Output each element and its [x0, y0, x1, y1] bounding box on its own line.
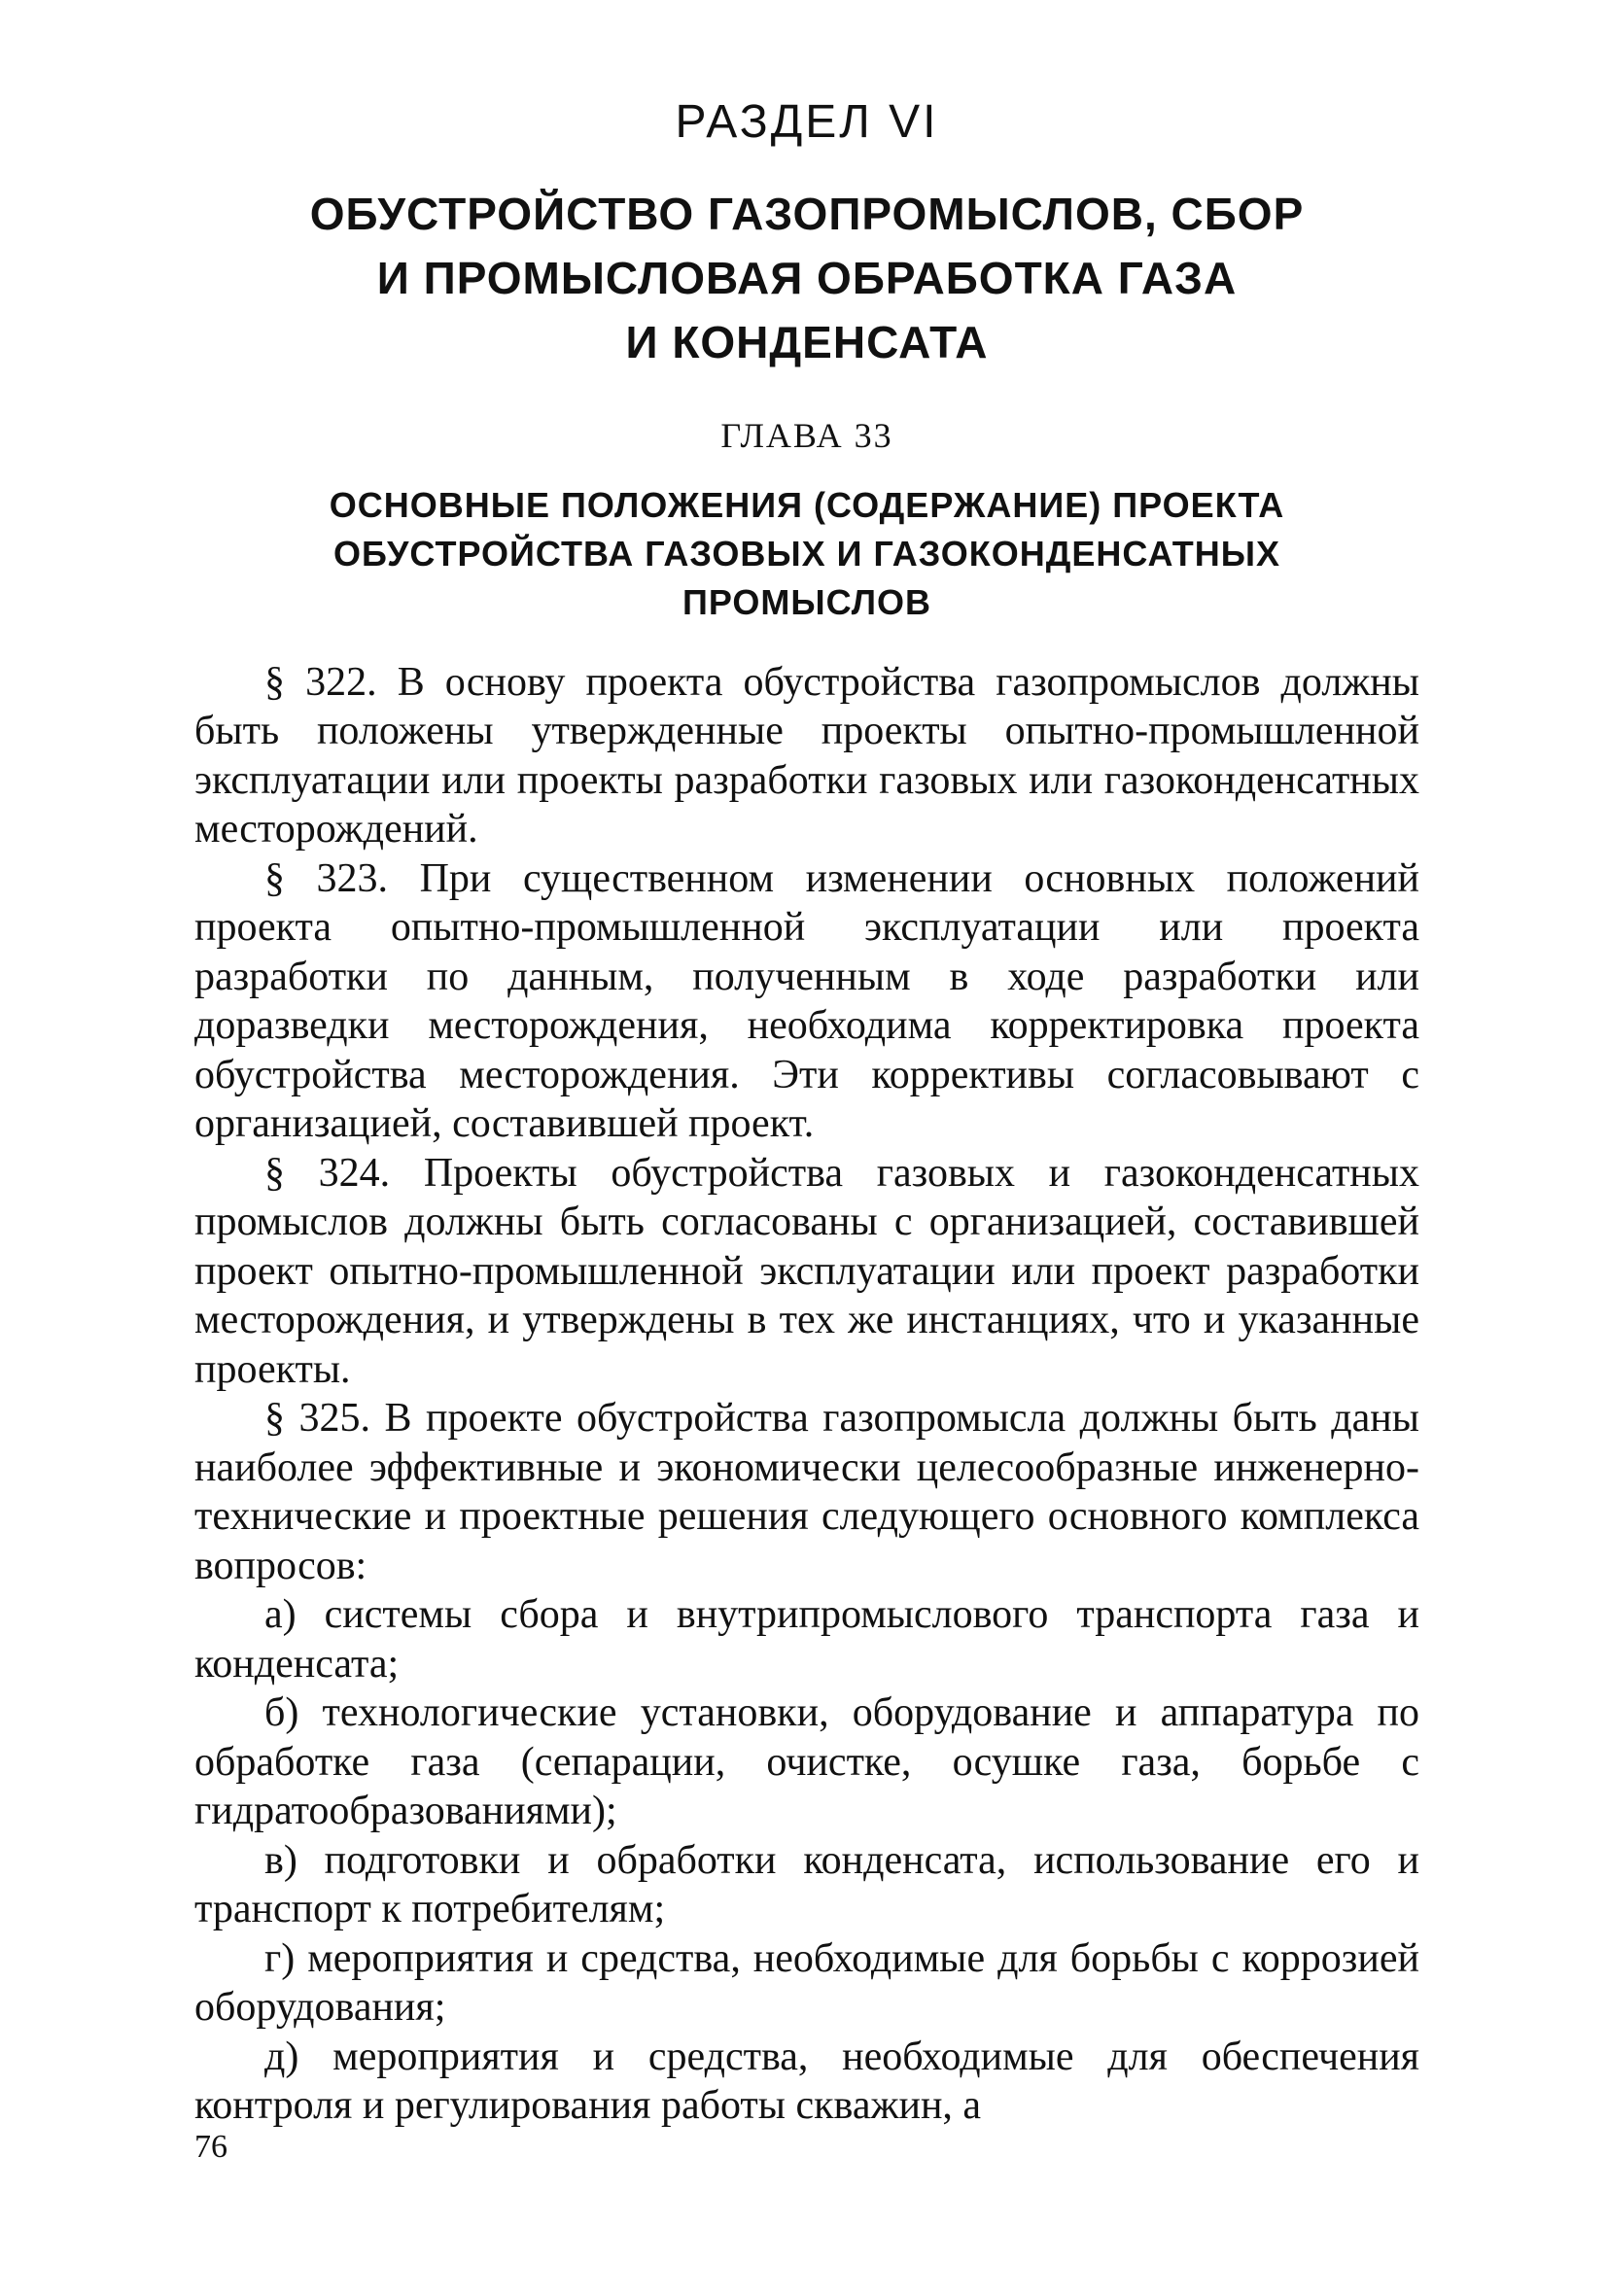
list-item-a: а) системы сбора и внутрипромыслового транспорта газа и конденсата;: [194, 1592, 1419, 1687]
section-title: [194, 182, 1419, 374]
page-number: 76: [194, 2129, 227, 2165]
paragraph-324: § 324. Проекты обустройства газовых и газоконденсатных промыслов должны быть согласованы с организацией, составившей проект опытно-промышленной эксплуатации или проект разработки месторождения, и утверждены в тех же инстанциях, что и указанные проекты.: [194, 1150, 1419, 1392]
document-page: [194, 97, 1419, 2131]
chapter-title-line: ПРОМЫСЛОВ: [682, 581, 931, 622]
paragraph-323: § 323. При существенном изменении основных положений проекта опытно-промышленной эксплуатации или проекта разработки по данным, полученным в ходе разработки или доразведки месторождения, необходима корректировка проекта обустройства месторождения. Эти коррективы согласовывают с организацией, составившей проект.: [194, 855, 1419, 1147]
list-item-v: в) подготовки и обработки конденсата, использование его и транспорт к потребителям;: [194, 1837, 1419, 1932]
list-item-b: б) технологические установки, оборудование и аппаратура по обработке газа (сепарации, очистке, осушке газа, борьбе с гидратообразованиями);: [194, 1690, 1419, 1834]
section-title-line: ОБУСТРОЙСТВО ГАЗОПРОМЫСЛОВ, СБОР: [309, 188, 1305, 239]
section-title-line: И ПРОМЫСЛОВАЯ ОБРАБОТКА ГАЗА: [376, 252, 1238, 303]
paragraph-322: § 322. В основу проекта обустройства газопромыслов должны быть положены утвержденные проекты опытно-промышленной эксплуатации или проекты разработки газовых или газоконденсатных месторождений.: [194, 659, 1419, 852]
list-item-d: д) мероприятия и средства, необходимые для обеспечения контроля и регулирования работы скважин, а: [194, 2034, 1419, 2129]
chapter-title: [194, 481, 1419, 627]
section-label: РАЗДЕЛ VI: [675, 96, 939, 148]
list-item-g: г) мероприятия и средства, необходимые для борьбы с коррозией оборудования;: [194, 1935, 1419, 2031]
body-text: [194, 658, 1419, 2131]
chapter-title-line: ОБУСТРОЙСТВА ГАЗОВЫХ И ГАЗОКОНДЕНСАТНЫХ: [333, 533, 1280, 574]
section-title-line: И КОНДЕНСАТА: [625, 316, 989, 367]
chapter-title-line: ОСНОВНЫЕ ПОЛОЖЕНИЯ (СОДЕРЖАНИЕ) ПРОЕКТА: [329, 484, 1285, 525]
paragraph-325: § 325. В проекте обустройства газопромысла должны быть даны наиболее эффективные и экономически целесообразные инженерно-технические и проектные решения следующего основного комплекса вопросов:: [194, 1396, 1419, 1588]
chapter-label: ГЛАВА 33: [720, 415, 893, 455]
